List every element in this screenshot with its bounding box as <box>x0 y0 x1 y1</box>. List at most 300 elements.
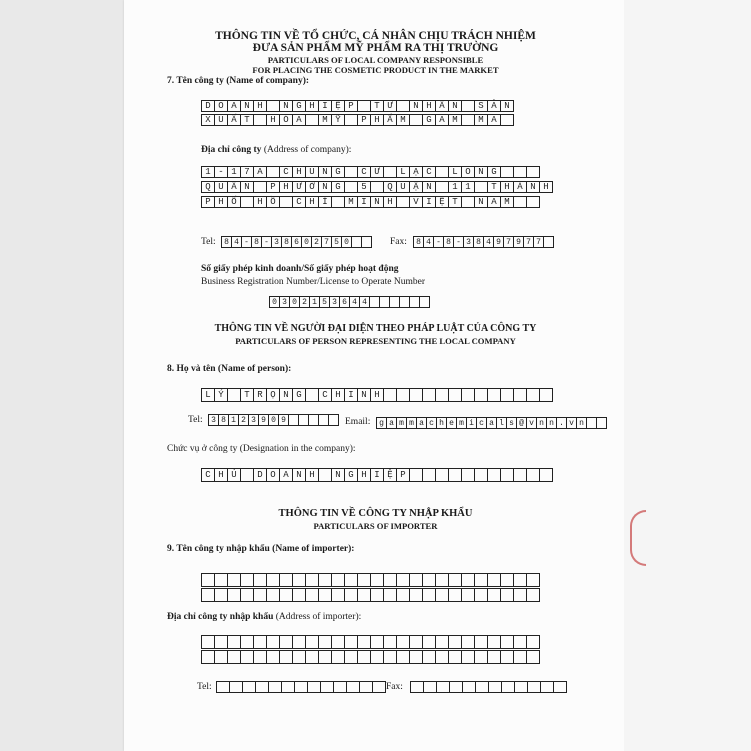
char-box <box>487 468 501 482</box>
char-box: 3 <box>279 296 290 308</box>
char-box: 6 <box>291 236 302 248</box>
char-box <box>305 635 319 649</box>
char-box: m <box>456 417 467 429</box>
char-box <box>255 681 269 693</box>
char-box <box>526 650 540 664</box>
char-box <box>383 635 397 649</box>
char-box: A <box>292 114 306 126</box>
person-tel-label: Tel: <box>188 415 203 425</box>
char-box <box>422 635 436 649</box>
company-address-label <box>201 145 351 155</box>
char-box <box>253 573 267 587</box>
char-box <box>240 635 254 649</box>
char-box <box>266 650 280 664</box>
char-box: G <box>292 100 306 112</box>
char-box <box>279 196 293 208</box>
char-box: M <box>396 114 410 126</box>
char-box: C <box>318 388 332 402</box>
char-box: - <box>433 236 444 248</box>
char-box <box>448 388 462 402</box>
char-box <box>461 588 475 602</box>
char-box: Ủ <box>227 468 241 482</box>
char-box <box>396 650 410 664</box>
char-box <box>370 588 384 602</box>
char-box: - <box>453 236 464 248</box>
representative-title-vi: THÔNG TIN VỀ NGƯỜI ĐẠI DIỆN THEO PHÁP LUẬT CỦA CÔNG TY <box>214 323 537 334</box>
char-box: 1 <box>227 166 241 178</box>
char-box: N <box>409 100 423 112</box>
designation-grid <box>201 468 552 482</box>
char-box: Q <box>383 181 397 193</box>
char-box <box>307 681 321 693</box>
char-box <box>240 468 254 482</box>
char-box: N <box>474 196 488 208</box>
char-box: V <box>409 196 423 208</box>
char-box <box>266 573 280 587</box>
char-box: - <box>214 166 228 178</box>
importer-title-vi: THÔNG TIN VỀ CÔNG TY NHẬP KHẨU <box>278 508 473 519</box>
char-box: 1 <box>228 414 239 426</box>
char-box <box>461 573 475 587</box>
char-box: X <box>201 114 215 126</box>
char-box: N <box>526 181 540 193</box>
char-box <box>474 573 488 587</box>
char-box <box>474 650 488 664</box>
char-box <box>331 573 345 587</box>
char-box: 4 <box>231 236 242 248</box>
importer-address-label-en: (Address of importer): <box>273 612 362 622</box>
char-box <box>344 588 358 602</box>
char-box <box>201 635 215 649</box>
char-box <box>359 681 373 693</box>
char-box: N <box>448 100 462 112</box>
char-box <box>461 196 475 208</box>
char-box <box>305 588 319 602</box>
char-box: Ư <box>370 166 384 178</box>
char-box: T <box>448 196 462 208</box>
char-box <box>383 650 397 664</box>
char-box: - <box>241 236 252 248</box>
char-box <box>227 650 241 664</box>
char-box: Ệ <box>331 100 345 112</box>
char-box <box>409 573 423 587</box>
char-box: O <box>266 468 280 482</box>
char-box: 0 <box>341 236 352 248</box>
char-box: H <box>305 468 319 482</box>
char-box: 3 <box>463 236 474 248</box>
char-box: 4 <box>359 296 370 308</box>
char-box: Ấ <box>227 114 241 126</box>
char-box: L <box>201 388 215 402</box>
char-box <box>500 650 514 664</box>
char-box: 2 <box>238 414 249 426</box>
char-box <box>513 635 527 649</box>
char-box: H <box>370 388 384 402</box>
char-box: 7 <box>533 236 544 248</box>
char-box <box>540 681 554 693</box>
char-box: 8 <box>218 414 229 426</box>
char-box <box>383 588 397 602</box>
char-box: G <box>487 166 501 178</box>
char-box <box>227 588 241 602</box>
char-box <box>266 166 280 178</box>
char-box <box>500 468 514 482</box>
char-box: N <box>500 100 514 112</box>
char-box <box>448 468 462 482</box>
char-box <box>279 588 293 602</box>
char-box <box>526 588 540 602</box>
char-box: M <box>448 114 462 126</box>
char-box <box>383 166 397 178</box>
char-box: m <box>396 417 407 429</box>
char-box: g <box>376 417 387 429</box>
char-box <box>253 114 267 126</box>
char-box <box>318 635 332 649</box>
char-box: 6 <box>339 296 350 308</box>
char-box <box>409 114 423 126</box>
char-box: Â <box>435 100 449 112</box>
char-box <box>318 650 332 664</box>
char-box <box>435 635 449 649</box>
char-box <box>539 388 553 402</box>
char-box <box>333 681 347 693</box>
char-box: 2 <box>299 296 310 308</box>
char-box: Ả <box>487 100 501 112</box>
char-box: i <box>466 417 477 429</box>
char-box: 8 <box>473 236 484 248</box>
char-box: U <box>396 181 410 193</box>
char-box: n <box>536 417 547 429</box>
char-box <box>214 650 228 664</box>
char-box: H <box>279 181 293 193</box>
char-box <box>253 181 267 193</box>
char-box: e <box>446 417 457 429</box>
company-name-label: 7. Tên công ty (Name of company): <box>167 76 310 86</box>
char-box <box>596 417 607 429</box>
char-box <box>318 468 332 482</box>
char-box: c <box>476 417 487 429</box>
char-box <box>281 681 295 693</box>
char-box: N <box>331 468 345 482</box>
char-box <box>268 681 282 693</box>
char-box: H <box>305 196 319 208</box>
char-box <box>448 635 462 649</box>
char-box: 7 <box>503 236 514 248</box>
char-box <box>500 573 514 587</box>
char-box: Â <box>227 181 241 193</box>
char-box <box>501 681 515 693</box>
char-box: H <box>383 196 397 208</box>
char-box <box>214 588 228 602</box>
char-box <box>487 388 501 402</box>
char-box: 7 <box>523 236 534 248</box>
char-box: 9 <box>493 236 504 248</box>
char-box <box>331 650 345 664</box>
char-box <box>305 388 319 402</box>
char-box: H <box>292 166 306 178</box>
char-box <box>526 388 540 402</box>
char-box: N <box>422 181 436 193</box>
char-box: H <box>500 181 514 193</box>
char-box: 4 <box>483 236 494 248</box>
char-box <box>396 100 410 112</box>
char-box: G <box>331 166 345 178</box>
char-box <box>370 181 384 193</box>
char-box: H <box>370 114 384 126</box>
char-box <box>474 468 488 482</box>
header-title-en: PARTICULARS OF LOCAL COMPANY RESPONSIBLE <box>267 55 484 65</box>
char-box <box>435 388 449 402</box>
char-box <box>526 166 540 178</box>
char-box <box>201 588 215 602</box>
char-box <box>461 114 475 126</box>
char-box <box>305 573 319 587</box>
char-box <box>448 650 462 664</box>
char-box <box>553 681 567 693</box>
char-box <box>409 635 423 649</box>
char-box: N <box>370 196 384 208</box>
char-box: U <box>214 181 228 193</box>
char-box <box>305 114 319 126</box>
char-box: 5 <box>331 236 342 248</box>
char-box: P <box>357 114 371 126</box>
char-box <box>370 650 384 664</box>
char-box <box>357 650 371 664</box>
char-box: a <box>486 417 497 429</box>
char-box <box>266 100 280 112</box>
char-box: Ệ <box>435 196 449 208</box>
header-title-en-2: FOR PLACING THE COSMETIC PRODUCT IN THE MARKET <box>252 65 499 75</box>
char-box: A <box>279 468 293 482</box>
char-box: . <box>556 417 567 429</box>
char-box: c <box>426 417 437 429</box>
char-box: P <box>266 181 280 193</box>
char-box: m <box>406 417 417 429</box>
char-box <box>292 635 306 649</box>
char-box: C <box>292 196 306 208</box>
char-box: A <box>227 100 241 112</box>
char-box <box>449 681 463 693</box>
char-box <box>357 100 371 112</box>
char-box <box>500 635 514 649</box>
importer-fax-label: Fax: <box>386 682 403 692</box>
char-box <box>361 236 372 248</box>
char-box: H <box>539 181 553 193</box>
char-box: N <box>357 388 371 402</box>
char-box <box>422 573 436 587</box>
char-box <box>240 588 254 602</box>
char-box <box>318 573 332 587</box>
importer-address-label <box>167 612 361 622</box>
person-email-grid <box>376 417 606 429</box>
char-box: Ỹ <box>331 114 345 126</box>
char-box <box>396 573 410 587</box>
importer-tel-grid <box>216 681 385 693</box>
char-box <box>513 468 527 482</box>
importer-title-en: PARTICULARS OF IMPORTER <box>313 521 438 531</box>
char-box: 7 <box>240 166 254 178</box>
char-box <box>436 681 450 693</box>
char-box <box>435 573 449 587</box>
char-box: @ <box>516 417 527 429</box>
char-box <box>279 650 293 664</box>
char-box: H <box>214 196 228 208</box>
char-box <box>305 650 319 664</box>
importer-name-row-2 <box>201 588 539 602</box>
char-box <box>344 181 358 193</box>
char-box: U <box>214 114 228 126</box>
char-box: 0 <box>269 296 280 308</box>
char-box <box>526 468 540 482</box>
importer-address-label-vi: Địa chỉ công ty nhập khẩu <box>167 612 274 622</box>
char-box: N <box>240 181 254 193</box>
char-box: Ọ <box>266 388 280 402</box>
char-box <box>240 650 254 664</box>
char-box <box>487 650 501 664</box>
char-box <box>410 681 424 693</box>
char-box <box>320 681 334 693</box>
char-box: H <box>214 468 228 482</box>
char-box <box>279 573 293 587</box>
char-box: H <box>253 100 267 112</box>
char-box <box>344 166 358 178</box>
char-box <box>435 468 449 482</box>
char-box: L <box>396 166 410 178</box>
char-box: 3 <box>329 296 340 308</box>
char-box: O <box>214 100 228 112</box>
char-box: l <box>496 417 507 429</box>
company-address-label-vi: Địa chỉ công ty <box>201 145 262 155</box>
char-box: O <box>461 166 475 178</box>
char-box <box>475 681 489 693</box>
char-box <box>488 681 502 693</box>
char-box <box>461 650 475 664</box>
char-box <box>370 635 384 649</box>
char-box <box>331 635 345 649</box>
char-box: G <box>422 114 436 126</box>
char-box <box>422 650 436 664</box>
char-box: M <box>474 114 488 126</box>
char-box: T <box>240 388 254 402</box>
char-box <box>500 166 514 178</box>
char-box <box>216 681 230 693</box>
char-box: Ờ <box>305 181 319 193</box>
char-box <box>344 114 358 126</box>
char-box: Ố <box>227 196 241 208</box>
char-box: 3 <box>208 414 219 426</box>
char-box <box>513 573 527 587</box>
license-label-vi: Số giấy phép kinh doanh/Số giấy phép hoạt động <box>201 264 399 274</box>
char-box: Ư <box>292 181 306 193</box>
representative-title-en: PARTICULARS OF PERSON REPRESENTING THE LOCAL COMPANY <box>235 336 516 346</box>
company-name-row-2 <box>201 114 513 126</box>
char-box <box>357 635 371 649</box>
char-box <box>383 388 397 402</box>
char-box <box>396 588 410 602</box>
char-box: M <box>500 196 514 208</box>
char-box: N <box>279 388 293 402</box>
char-box: 3 <box>248 414 259 426</box>
char-box <box>487 588 501 602</box>
char-box <box>242 681 256 693</box>
char-box: N <box>318 166 332 178</box>
char-box <box>487 635 501 649</box>
char-box <box>474 635 488 649</box>
char-box <box>328 414 339 426</box>
char-box <box>539 468 553 482</box>
char-box <box>448 588 462 602</box>
char-box <box>383 573 397 587</box>
char-box <box>423 681 437 693</box>
char-box <box>396 388 410 402</box>
char-box <box>422 468 436 482</box>
importer-name-row-1 <box>201 573 539 587</box>
char-box: H <box>266 114 280 126</box>
char-box <box>435 181 449 193</box>
char-box: 8 <box>413 236 424 248</box>
char-box: A <box>487 196 501 208</box>
char-box: 1 <box>448 181 462 193</box>
char-box: 3 <box>271 236 282 248</box>
char-box <box>240 196 254 208</box>
char-box <box>344 650 358 664</box>
importer-address-row-1 <box>201 635 539 649</box>
char-box <box>409 650 423 664</box>
company-address-label-en: (Address of company): <box>261 145 352 155</box>
char-box <box>372 681 386 693</box>
person-name-grid <box>201 388 552 402</box>
char-box: 1 <box>201 166 215 178</box>
char-box: S <box>474 100 488 112</box>
char-box: P <box>201 196 215 208</box>
char-box: n <box>576 417 587 429</box>
char-box <box>435 166 449 178</box>
char-box: G <box>344 468 358 482</box>
company-tel-grid <box>221 236 371 248</box>
char-box <box>474 181 488 193</box>
char-box <box>422 388 436 402</box>
char-box: 4 <box>349 296 360 308</box>
char-box: H <box>305 100 319 112</box>
char-box: N <box>318 181 332 193</box>
char-box <box>318 588 332 602</box>
char-box <box>331 588 345 602</box>
char-box: I <box>357 196 371 208</box>
char-box <box>370 573 384 587</box>
company-fax-grid <box>413 236 553 248</box>
char-box: H <box>253 196 267 208</box>
char-box: v <box>566 417 577 429</box>
char-box: R <box>253 388 267 402</box>
char-box <box>344 635 358 649</box>
char-box: s <box>506 417 517 429</box>
char-box: - <box>261 236 272 248</box>
char-box: N <box>292 468 306 482</box>
char-box <box>214 635 228 649</box>
char-box: Ậ <box>409 181 423 193</box>
char-box <box>227 573 241 587</box>
char-box: Ệ <box>383 468 397 482</box>
char-box <box>513 588 527 602</box>
char-box: M <box>318 114 332 126</box>
char-box <box>357 588 371 602</box>
char-box: N <box>279 100 293 112</box>
char-box: v <box>526 417 537 429</box>
char-box <box>419 296 430 308</box>
importer-tel-label: Tel: <box>197 682 212 692</box>
company-address-row-1 <box>201 166 539 178</box>
char-box <box>409 388 423 402</box>
